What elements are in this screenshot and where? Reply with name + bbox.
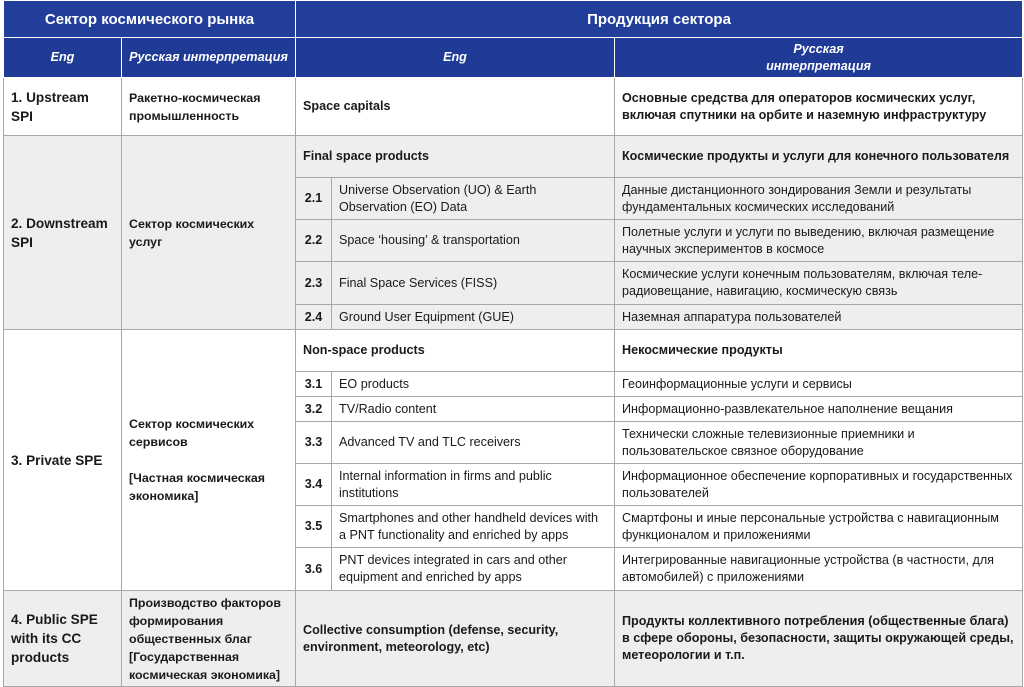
- segment-ru: Ракетно-космическая промышленность: [122, 78, 296, 136]
- group-eng: Non-space products: [296, 330, 615, 372]
- item-eng: PNT devices integrated in cars and other equipment and enriched by apps: [332, 548, 615, 591]
- header-products-ru-line1: Русская: [793, 41, 844, 56]
- sector-table-container: [3, 0, 1022, 686]
- item-ru: Данные дистанционного зондирования Земли и результаты фундаментальных космических исследований: [615, 178, 1023, 220]
- table-row: [4, 78, 1023, 136]
- header-sector-ru: Русская интерпретация: [122, 38, 296, 78]
- item-ru: Информационное обеспечение корпоративных и государственных пользователей: [615, 464, 1023, 506]
- group-eng: Final space products: [296, 136, 615, 178]
- item-eng: EO products: [332, 372, 615, 397]
- item-ru: Космические услуги конечным пользователям, включая теле-радиовещание, навигацию, космическую связь: [615, 262, 1023, 305]
- item-ru: Смартфоны и иные персональные устройства с навигационным функционалом и приложениями: [615, 506, 1023, 548]
- item-eng: Universe Observation (UO) & Earth Observation (EO) Data: [332, 178, 615, 220]
- item-eng: Final Space Services (FISS): [332, 262, 615, 305]
- segment-name: 2. Downstream SPI: [4, 136, 122, 330]
- item-ru: Интегрированные навигационные устройства (в частности, для автомобилей) с приложениями: [615, 548, 1023, 591]
- item-number: 2.1: [296, 178, 332, 220]
- table-row: [4, 136, 1023, 178]
- item-eng: Advanced TV and TLC receivers: [332, 422, 615, 464]
- segment-ru: Производство факторов формирования общественных благ [Государственная космическая экономика]: [122, 591, 296, 687]
- table-row: [4, 591, 1023, 687]
- group-ru: Некосмические продукты: [615, 330, 1023, 372]
- segment-ru: Сектор космических услуг: [122, 136, 296, 330]
- item-ru: Полетные услуги и услуги по выведению, включая размещение научных экспериментов в космосе: [615, 220, 1023, 262]
- segment-ru-note: [Частная космическая экономика]: [129, 471, 265, 503]
- segment-ru-title: Сектор космических сервисов: [129, 417, 255, 449]
- item-number: 3.3: [296, 422, 332, 464]
- header-row-sub: [4, 38, 1023, 78]
- item-number: 3.6: [296, 548, 332, 591]
- item-eng: Ground User Equipment (GUE): [332, 305, 615, 330]
- item-eng: Internal information in firms and public institutions: [332, 464, 615, 506]
- header-products-ru: [615, 38, 1023, 78]
- segment-name: 4. Public SPE with its CC products: [4, 591, 122, 687]
- product-eng: Space capitals: [296, 78, 615, 136]
- header-sector-products: Продукция сектора: [296, 1, 1023, 38]
- item-ru: Информационно-развлекательное наполнение вещания: [615, 397, 1023, 422]
- group-ru: Космические продукты и услуги для конечного пользователя: [615, 136, 1023, 178]
- product-eng: Collective consumption (defense, security, environment, meteorology, etc): [296, 591, 615, 687]
- item-number: 2.3: [296, 262, 332, 305]
- header-products-eng: Eng: [296, 38, 615, 78]
- item-number: 3.2: [296, 397, 332, 422]
- header-row-main: [4, 1, 1023, 38]
- segment-name: 3. Private SPE: [4, 330, 122, 591]
- item-eng: TV/Radio content: [332, 397, 615, 422]
- header-market-sector: Сектор космического рынка: [4, 1, 296, 38]
- item-number: 2.4: [296, 305, 332, 330]
- product-ru: Основные средства для операторов космических услуг, включая спутники на орбите и наземную инфраструктуру: [615, 78, 1023, 136]
- item-ru: Наземная аппаратура пользователей: [615, 305, 1023, 330]
- header-products-ru-line2: интерпретация: [766, 58, 871, 73]
- segment-ru: [122, 330, 296, 591]
- product-ru: Продукты коллективного потребления (общественные блага) в сфере обороны, безопасности, защиты окружающей среды, метеорологии и т.п.: [615, 591, 1023, 687]
- item-eng: Smartphones and other handheld devices with a PNT functionality and enriched by apps: [332, 506, 615, 548]
- item-ru: Геоинформационные услуги и сервисы: [615, 372, 1023, 397]
- item-number: 3.5: [296, 506, 332, 548]
- item-eng: Space ‘housing’ & transportation: [332, 220, 615, 262]
- table-row: [4, 330, 1023, 372]
- item-ru: Технически сложные телевизионные приемники и пользовательское связное оборудование: [615, 422, 1023, 464]
- item-number: 3.1: [296, 372, 332, 397]
- segment-name: 1. Upstream SPI: [4, 78, 122, 136]
- item-number: 3.4: [296, 464, 332, 506]
- space-market-table: [3, 0, 1023, 687]
- item-number: 2.2: [296, 220, 332, 262]
- header-sector-eng: Eng: [4, 38, 122, 78]
